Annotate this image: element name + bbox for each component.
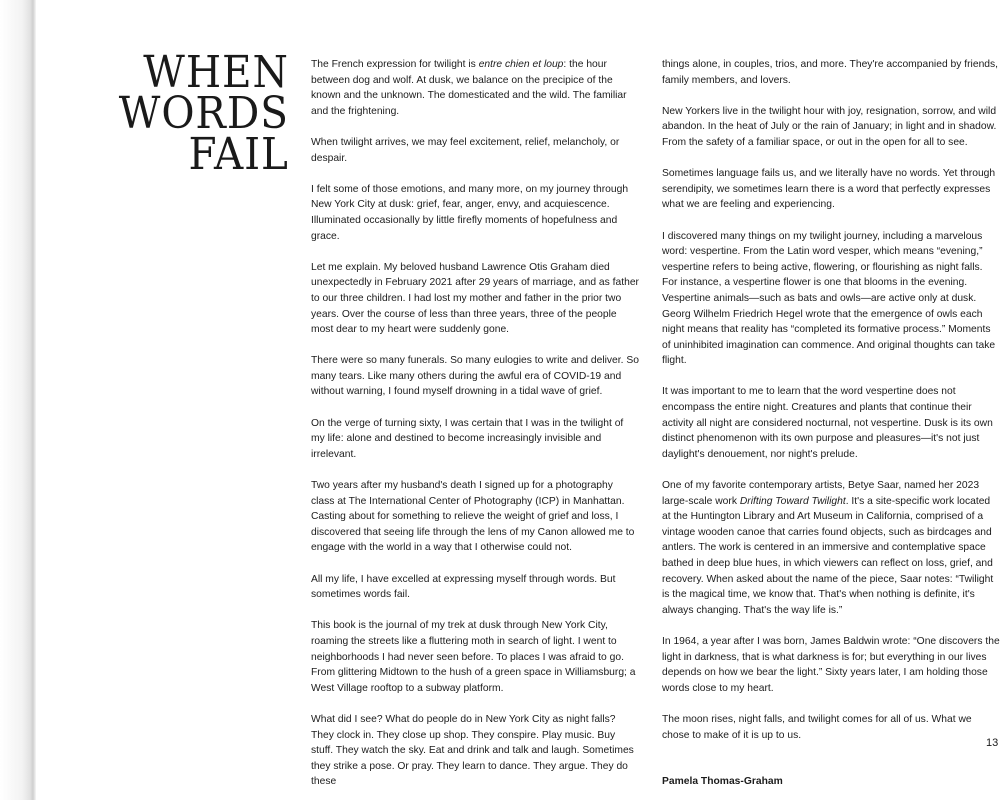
paragraph: This book is the journal of my trek at dusk through New York City, roaming the streets like a fluttering moth in search of light. I went to neighborhoods I had never seen before. To places I was afraid to go. From glittering Midtown to the hush of a green space in Williamsburg; a West Village rooftop to a subway platform. bbox=[311, 620, 636, 694]
paragraph: One of my favorite contemporary artists, Betye Saar, named her 2023 large-scale work Drifting Toward Twilight. It's a site-specific work located at the Huntington Library and Art Museum in California, comprised of a vintage wooden canoe that carries found objects, such as birdcages and antlers. The work is centered in an immersive and contemplative space bathed in deep blue hues, in which viewers can reflect on loss, grief, and recovery. When asked about the name of the piece, Saar notes: “Twilight is the magical time, we know that. That's when nothing is definite, it's always changing. That's the way life is.” bbox=[662, 480, 994, 616]
title-line-1: WHEN bbox=[143, 47, 289, 98]
title-line-2: WORDS bbox=[118, 88, 289, 139]
paragraph: There were so many funerals. So many eulogies to write and deliver. So many tears. Like many others during the awful era of COVID-19 and without warning, I found myself drowning in a tidal wave of grief. bbox=[311, 355, 639, 398]
paragraph: What did I see? What do people do in New York City as night falls? They clock in. They close up shop. They conspire. Play music. Buy stuff. They watch the sky. Eat and drink and talk and laugh. Sometimes they strike a pose. Or pray. They learn to dance. They argue. They do these bbox=[311, 713, 634, 788]
paragraph: All my life, I have excelled at expressing myself through words. But sometimes words fail. bbox=[311, 573, 616, 601]
paragraph: I felt some of those emotions, and many more, on my journey through New York City at dusk: grief, fear, anger, envy, and acquiescence. Illuminated occasionally by little firefly moments of hopefulness and grace. bbox=[311, 183, 629, 242]
book-page bbox=[36, 8, 1000, 800]
paragraph: On the verge of turning sixty, I was certain that I was in the twilight of my life: alone and destined to become increasingly invisible and irrelevant. bbox=[311, 417, 624, 460]
paragraph: things alone, in couples, trios, and more. They're accompanied by friends, family members, and lovers. bbox=[662, 59, 999, 86]
paragraph: It was important to me to learn that the word vespertine does not encompass the entire night. Creatures and plants that continue their activity all night are considered nocturnal, not vespertine. Dusk is its own distinct phenomenon with its own purpose and pleasures—it's not just daylight's denouement, nor night's prelude. bbox=[662, 386, 993, 460]
paragraph: In 1964, a year after I was born, James Baldwin wrote: “One discovers the light in darkness, that is what darkness is for; but everything in our lives depends on how we bear the light.” Sixty years later, I am holding those words close to my heart. bbox=[662, 635, 1000, 694]
right-text-column bbox=[662, 57, 1000, 800]
page-number: 13 bbox=[986, 737, 999, 749]
chapter-title bbox=[118, 47, 289, 180]
paragraph: The moon rises, night falls, and twilight comes for all of us. What we chose to make of it is up to us. bbox=[662, 713, 972, 741]
paragraph: Let me explain. My beloved husband Lawrence Otis Graham died unexpectedly in February 2021 after 29 years of marriage, and as father to our three children. I had lost my mother and father in the prior two years. Over the course of less than three years, three of the people most dear to my heart were suddenly gone. bbox=[311, 261, 639, 336]
title-line-3: FAIL bbox=[188, 129, 289, 180]
paragraph: Sometimes language fails us, and we literally have no words. Yet through serendipity, we sometimes learn there is a word that perfectly expresses what we are feeling and experiencing. bbox=[662, 168, 996, 211]
paragraph: I discovered many things on my twilight journey, including a marvelous word: vespertine. From the Latin word vesper, which means “evening,” vespertine refers to being active, flowering, or flourishing as night falls. For instance, a vespertine flower is one that blooms in the evening. Vespertine animals—such as bats and owls—are active only at dusk. Georg Wilhelm Friedrich Hegel wrote that the emergence of owls each night means that reality has “completed its formative process.” Moments of uninhibited imagination can commence. And original thoughts can take flight. bbox=[662, 230, 996, 367]
author-signature: Pamela Thomas-Graham bbox=[662, 776, 783, 788]
left-text-column bbox=[311, 57, 639, 800]
paragraph: When twilight arrives, we may feel excitement, relief, melancholy, or despair. bbox=[311, 136, 620, 164]
paragraph: The French expression for twilight is entre chien et loup: the hour between dog and wolf. At dusk, we balance on the precipice of the known and the unknown. The domesticated and the wild. The familiar and the frightening. bbox=[311, 59, 627, 117]
book-gutter bbox=[0, 0, 36, 800]
paragraph: Two years after my husband's death I signed up for a photography class at The International Center of Photography (ICP) in Manhattan. Casting about for something to relieve the weight of grief and loss, I discovered that seeing life through the lens of my Canon allowed me to engage with the world in a way that I otherwise could not. bbox=[311, 480, 635, 554]
paragraph: New Yorkers live in the twilight hour with joy, resignation, sorrow, and wild abandon. In the heat of July or the rain of January; in light and in shadow. From the safety of a familiar space, or out in the open for all to see. bbox=[662, 105, 997, 148]
